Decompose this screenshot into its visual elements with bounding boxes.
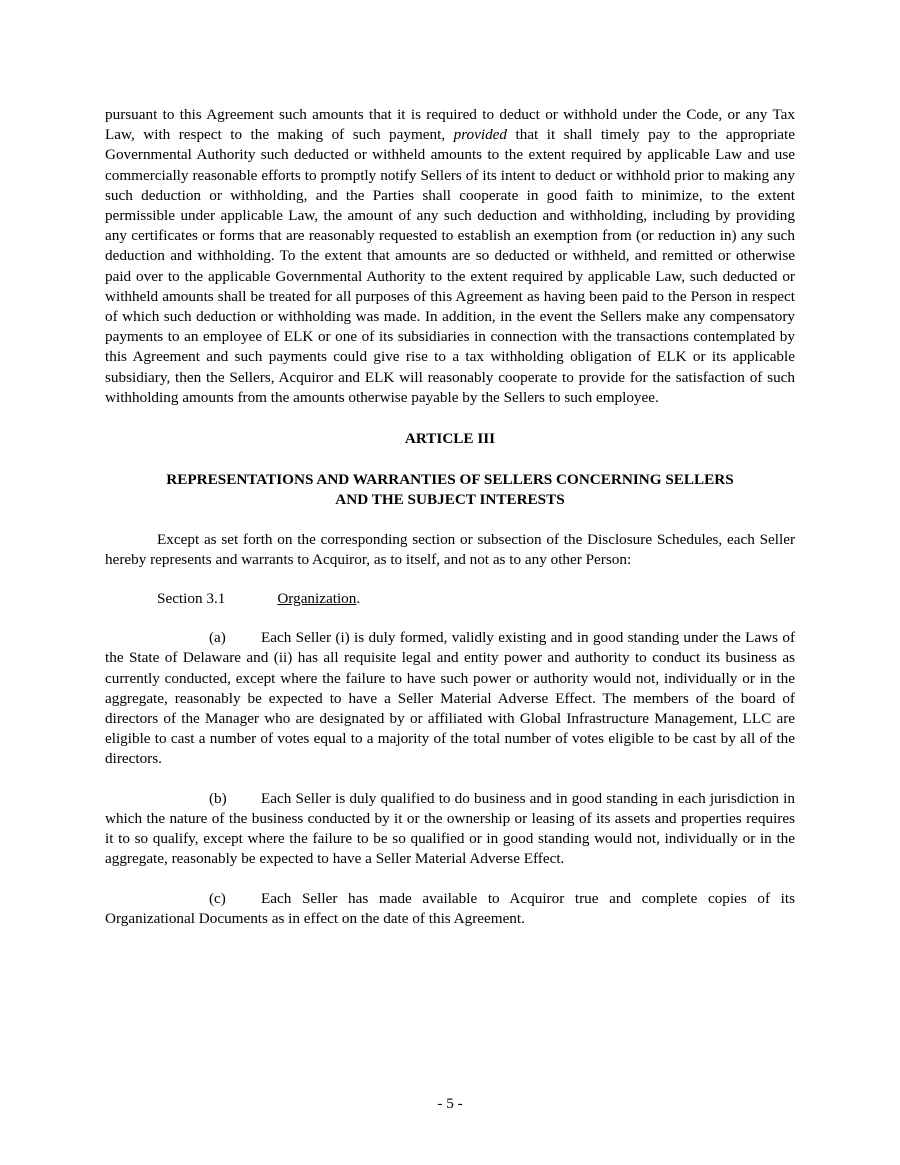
article-title-line2: AND THE SUBJECT INTERESTS xyxy=(335,491,565,509)
subsection-b-text: Each Seller is duly qualified to do business and in good standing in each jurisdiction in which the nature of the business conducted by it or the ownership or leasing of its assets and properties requires it to so qualify, except where the failure to be so qualified or in good standing would not, individually or in the aggregate, reasonably be expected to have a Seller Material Adverse Effect. xyxy=(105,789,795,868)
article-title xyxy=(105,449,795,510)
article-heading: ARTICLE III xyxy=(404,430,496,448)
subsection-c-text: Each Seller has made available to Acquiror true and complete copies of its Organizational Documents as in effect on the date of this Agreement. xyxy=(105,889,795,927)
section-heading xyxy=(105,570,795,609)
continued-paragraph-part1: pursuant to this Agreement such amounts that it is required to deduct or withhold under the Code, or any Tax Law, with respect to the making of such payment, xyxy=(105,106,795,144)
section-title: Organization xyxy=(277,590,357,608)
continued-paragraph-italic: provided xyxy=(453,126,508,144)
section-number: Section 3.1 xyxy=(157,590,226,608)
lead-in-paragraph: Except as set forth on the corresponding section or subsection of the Disclosure Schedules, each Seller hereby represents and warrants to Acquiror, as to itself, and not as to any other Person: xyxy=(105,530,795,568)
subsection-a-label: (a) xyxy=(209,629,226,647)
subsection-b-label: (b) xyxy=(209,789,227,807)
subsection-a xyxy=(105,609,795,769)
page-number: - 5 - xyxy=(437,1095,463,1112)
subsection-b xyxy=(105,770,795,870)
continued-paragraph-part2: that it shall timely pay to the appropriate Governmental Authority such deducted or withheld amounts to the extent required by applicable Law and use commercially reasonable efforts to promptly notify Sellers of its intent to deduct or withhold prior to making any such deduction or withholding, and the Parties shall cooperate in good faith to minimize, to the extent permissible under applicable Law, the amount of any such deduction and withholding, including by providing any certificates or forms that are reasonably requested to establish an exemption from (or reduction in) any such deduction and withholding. To the extent that amounts are so deducted or withheld, and remitted or otherwise paid over to the applicable Governmental Authority to the extent required by applicable Law, such deducted or withheld amounts shall be treated for all purposes of this Agreement as having been paid to the Person in respect of which such deduction or withholding was made. In addition, in the event the Sellers make any compensatory payments to an employee of ELK or one of its subsidiaries in connection with the transactions contemplated by this Agreement and such payments could give rise to a tax withholding obligation of ELK or its applicable subsidiary, then the Sellers, Acquiror and ELK will reasonably cooperate to provide for the satisfaction of such withholding amounts from the amounts otherwise payable by the Sellers to such employee. xyxy=(105,126,795,406)
continued-paragraph xyxy=(105,105,795,408)
article-title-line1: REPRESENTATIONS AND WARRANTIES OF SELLERS CONCERNING SELLERS xyxy=(166,471,734,489)
subsection-a-text: Each Seller (i) is duly formed, validly existing and in good standing under the Laws of the State of Delaware and (ii) has all requisite legal and entity power and authority to conduct its business as currently conducted, except where the failure to have such power or authority would not, individually or in the aggregate, reasonably be expected to have a Seller Material Adverse Effect. The members of the board of directors of the Manager who are designated by or affiliated with Global Infrastructure Management, LLC are eligible to cast a number of votes equal to a majority of the total number of votes eligible to be cast by all of the directors. xyxy=(105,629,795,768)
section-title-period: . xyxy=(356,590,361,608)
subsection-c-label: (c) xyxy=(209,889,226,907)
subsection-c xyxy=(105,870,795,929)
